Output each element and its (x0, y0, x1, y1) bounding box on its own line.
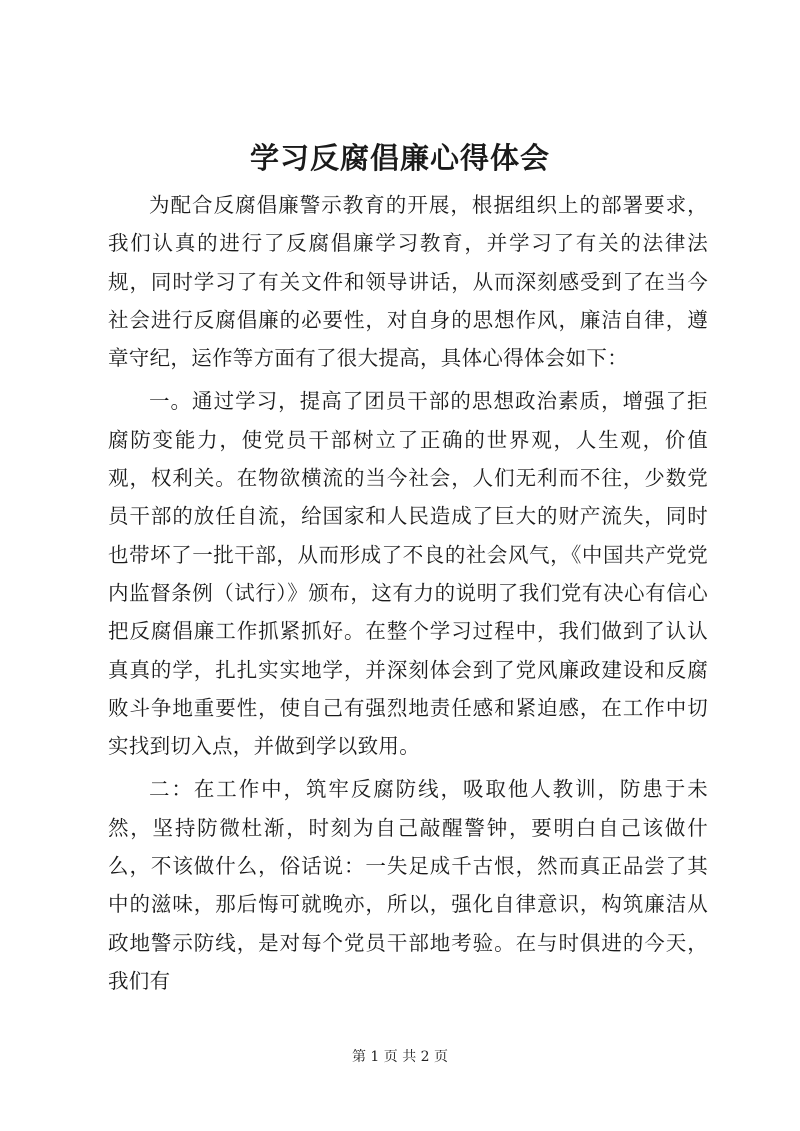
paragraph-intro: 为配合反腐倡廉警示教育的开展，根据组织上的部署要求，我们认真的进行了反腐倡廉学习教育，并学习了有关的法律法规，同时学习了有关文件和领导讲话，从而深刻感受到了在当今社会进行反腐倡廉的必要性，对自身的思想作风，廉洁自律，遵章守纪，运作等方面有了很大提高，具体心得体会如下： (108, 193, 708, 371)
paragraph-point-two: 二：在工作中，筑牢反腐防线，吸取他人教训，防患于未然，坚持防微杜渐，时刻为自己敲醒警钟，要明白自己该做什么，不该做什么，俗话说：一失足成千古恨，然而真正品尝了其中的滋味，那后悔可就晚亦，所以，强化自律意识，构筑廉洁从政地警示防线，是对每个党员干部地考验。在与时俱进的今天，我们有 (108, 777, 708, 993)
page-number-footer: 第 1 页 共 2 页 (351, 1049, 449, 1065)
document-body (108, 186, 708, 1000)
paragraph-point-one: 一。通过学习，提高了团员干部的思想政治素质，增强了拒腐防变能力，使党员干部树立了正确的世界观，人生观，价值观，权利关。在物欲横流的当今社会，人们无利而不往，少数党员干部的放任自流，给国家和人民造成了巨大的财产流失，同时也带坏了一批干部，从而形成了不良的社会风气，《中国共产党党内监督条例（试行）》颁布，这有力的说明了我们党有决心有信心把反腐倡廉工作抓紧抓好。在整个学习过程中，我们做到了认认真真的学，扎扎实实地学，并深刻体会到了党风廉政建设和反腐败斗争地重要性，使自己有强烈地责任感和紧迫感，在工作中切实找到切入点，并做到学以致用。 (108, 389, 708, 759)
document-title: 学习反腐倡廉心得体会 (249, 141, 550, 175)
